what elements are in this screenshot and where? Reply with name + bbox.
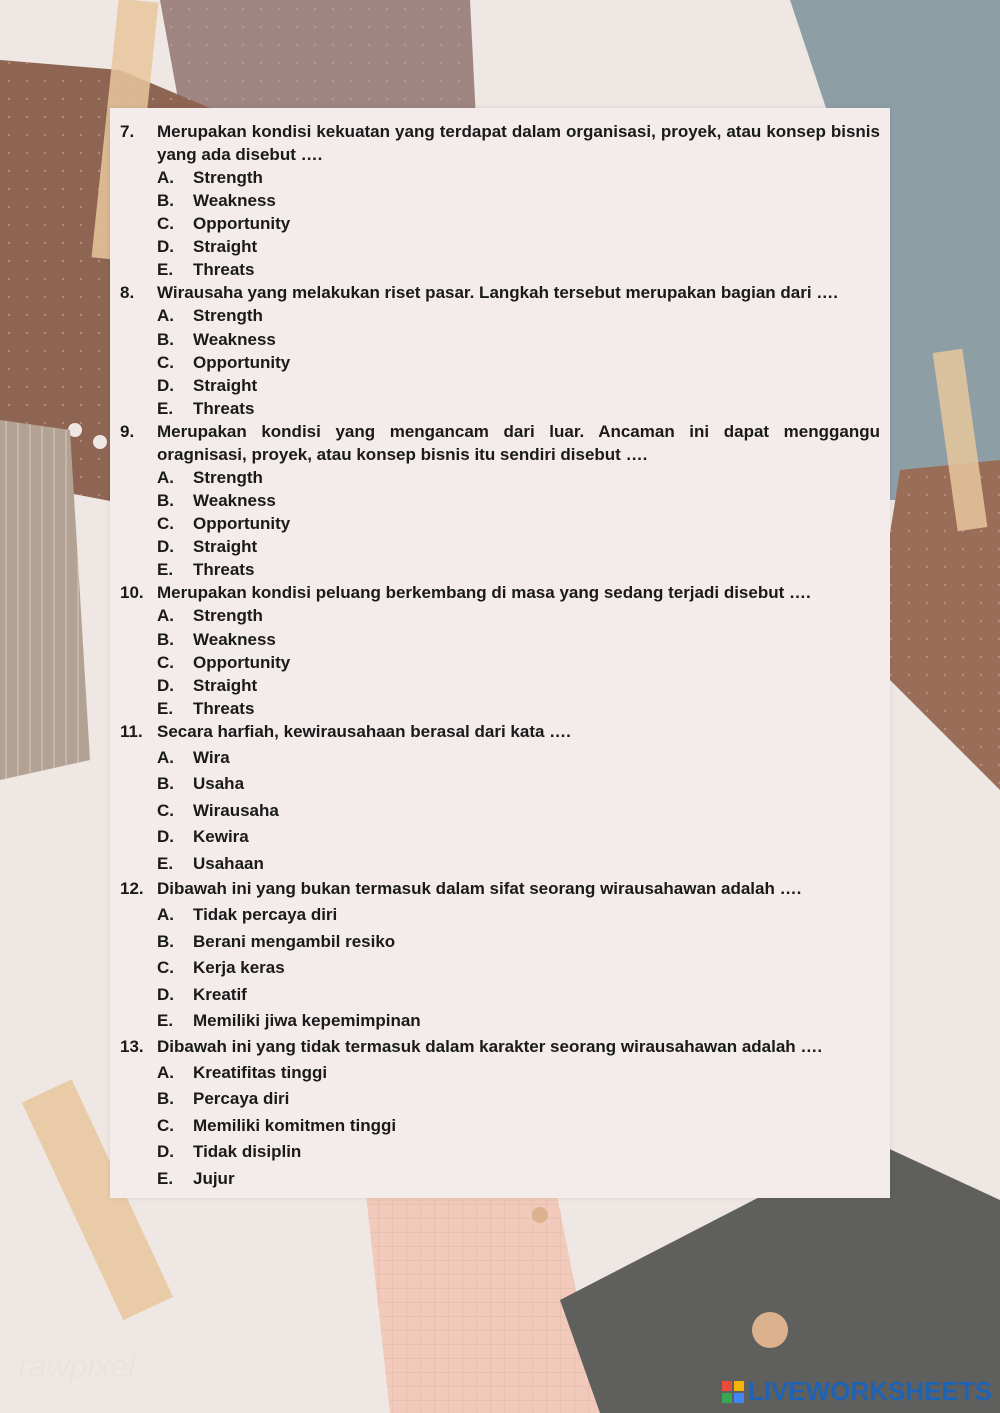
option-item[interactable] [157, 651, 880, 674]
question-number: 7. [120, 122, 135, 141]
option-text: Straight [193, 375, 258, 395]
option-text: Opportunity [193, 352, 291, 372]
option-letter: A. [157, 467, 174, 487]
option-item[interactable] [157, 955, 880, 982]
question-number: 8. [120, 283, 135, 303]
option-text: Kreatifitas tinggi [193, 1062, 328, 1082]
option-text: Weakness [193, 629, 276, 649]
option-text: Weakness [193, 491, 276, 511]
option-text: Usaha [193, 774, 245, 794]
option-item[interactable] [157, 824, 880, 851]
option-letter: B. [157, 491, 174, 511]
option-item[interactable] [157, 328, 880, 351]
question-text [120, 1035, 880, 1058]
option-item[interactable] [157, 1086, 880, 1113]
option-text: Strength [193, 606, 263, 626]
option-text: Jujur [193, 1168, 235, 1188]
option-item[interactable] [157, 258, 880, 281]
question-body: Merupakan kondisi yang mengancam dari luar. Ancaman ini dapat menggangu oragnisasi, proyek, atau konsep bisnis itu sendiri disebut …. [157, 421, 880, 464]
question-number: 11. [120, 721, 143, 741]
question-list [120, 120, 880, 1192]
option-letter: D. [157, 984, 174, 1004]
option-letter: D. [157, 237, 174, 257]
liveworksheets-watermark [722, 1376, 992, 1407]
option-text: Tidak disiplin [193, 1142, 302, 1162]
option-text: Usahaan [193, 853, 264, 873]
option-text: Strength [193, 306, 263, 326]
question-7 [120, 120, 880, 281]
question-13 [120, 1035, 880, 1193]
question-8 [120, 281, 880, 419]
option-list [120, 902, 880, 1035]
question-body: Merupakan kondisi kekuatan yang terdapat dalam organisasi, proyek, atau konsep bisnis yang ada disebut …. [157, 122, 880, 164]
option-letter: E. [157, 1168, 174, 1188]
option-letter: C. [157, 958, 174, 978]
option-letter: E. [157, 398, 174, 418]
option-letter: B. [157, 931, 174, 951]
option-letter: D. [157, 827, 174, 847]
option-item[interactable] [157, 745, 880, 772]
option-letter: B. [157, 191, 174, 211]
option-letter: C. [157, 800, 174, 820]
option-item[interactable] [157, 558, 880, 581]
option-text: Opportunity [193, 214, 291, 234]
option-item[interactable] [157, 982, 880, 1009]
option-letter: C. [157, 214, 174, 234]
option-letter: A. [157, 747, 174, 767]
option-letter: D. [157, 1142, 174, 1162]
option-text: Straight [193, 537, 258, 557]
question-text [120, 581, 880, 604]
option-list [120, 466, 880, 581]
option-text: Strength [193, 467, 263, 487]
option-list [120, 304, 880, 419]
option-letter: E. [157, 853, 174, 873]
option-item[interactable] [157, 351, 880, 374]
option-item[interactable] [157, 902, 880, 929]
option-item[interactable] [157, 535, 880, 558]
option-item[interactable] [157, 512, 880, 535]
option-item[interactable] [157, 189, 880, 212]
option-text: Kreatif [193, 984, 247, 1004]
option-item[interactable] [157, 1113, 880, 1140]
option-item[interactable] [157, 798, 880, 825]
question-body: Merupakan kondisi peluang berkembang di masa yang sedang terjadi disebut …. [157, 583, 811, 603]
option-text: Percaya diri [193, 1089, 290, 1109]
question-number: 12. [120, 879, 144, 899]
option-item[interactable] [157, 166, 880, 189]
option-text: Memiliki jiwa kepemimpinan [193, 1011, 421, 1031]
option-text: Opportunity [193, 652, 291, 672]
option-letter: A. [157, 306, 174, 326]
option-text: Tidak percaya diri [193, 905, 338, 925]
option-letter: D. [157, 537, 174, 557]
option-letter: A. [157, 1062, 174, 1082]
option-item[interactable] [157, 397, 880, 420]
option-item[interactable] [157, 374, 880, 397]
option-item[interactable] [157, 304, 880, 327]
option-text: Threats [193, 398, 255, 418]
option-letter: E. [157, 560, 174, 580]
option-item[interactable] [157, 212, 880, 235]
liveworksheets-text: LIVEWORKSHEETS [747, 1376, 992, 1406]
question-10 [120, 581, 880, 719]
option-item[interactable] [157, 466, 880, 489]
liveworksheets-logo-icon [722, 1381, 744, 1403]
option-letter: C. [157, 1115, 174, 1135]
option-text: Opportunity [193, 514, 291, 534]
option-text: Threats [193, 560, 255, 580]
question-body: Wirausaha yang melakukan riset pasar. Langkah tersebut merupakan bagian dari …. [157, 283, 839, 303]
option-letter: C. [157, 352, 174, 372]
question-text [120, 877, 880, 900]
option-item[interactable] [157, 235, 880, 258]
option-text: Threats [193, 260, 255, 280]
option-letter: E. [157, 260, 174, 280]
option-list [120, 166, 880, 281]
option-letter: B. [157, 1089, 174, 1109]
option-text: Kerja keras [193, 958, 285, 978]
option-letter: D. [157, 675, 174, 695]
option-text: Straight [193, 675, 258, 695]
option-letter: B. [157, 774, 174, 794]
question-11 [120, 720, 880, 878]
question-body: Dibawah ini yang bukan termasuk dalam sifat seorang wirausahawan adalah …. [157, 879, 802, 899]
option-letter: C. [157, 652, 174, 672]
option-text: Threats [193, 698, 255, 718]
question-number: 9. [120, 421, 135, 441]
question-number: 10. [120, 583, 144, 603]
option-letter: A. [157, 168, 174, 187]
option-item[interactable] [157, 1060, 880, 1087]
question-number: 13. [120, 1036, 144, 1056]
rawpixel-watermark: rawpixel [18, 1348, 136, 1384]
option-text: Berani mengambil resiko [193, 931, 396, 951]
option-letter: E. [157, 1011, 174, 1031]
option-text: Wirausaha [193, 800, 279, 820]
option-item[interactable] [157, 1166, 880, 1193]
option-letter: D. [157, 375, 174, 395]
option-text: Weakness [193, 191, 276, 211]
option-list [120, 1060, 880, 1193]
option-letter: E. [157, 698, 174, 718]
option-item[interactable] [157, 1008, 880, 1035]
option-text: Straight [193, 237, 258, 257]
option-item[interactable] [157, 929, 880, 956]
option-letter: C. [157, 514, 174, 534]
option-item[interactable] [157, 628, 880, 651]
question-12 [120, 877, 880, 1035]
question-text [120, 420, 880, 466]
option-list [120, 604, 880, 719]
option-item[interactable] [157, 674, 880, 697]
option-item[interactable] [157, 489, 880, 512]
option-item[interactable] [157, 697, 880, 720]
option-text: Strength [193, 168, 263, 187]
option-text: Memiliki komitmen tinggi [193, 1115, 397, 1135]
option-list [120, 745, 880, 878]
option-item[interactable] [157, 771, 880, 798]
question-9 [120, 420, 880, 581]
question-body: Dibawah ini yang tidak termasuk dalam karakter seorang wirausahawan adalah …. [157, 1036, 823, 1056]
option-text: Weakness [193, 329, 276, 349]
option-item[interactable] [157, 1139, 880, 1166]
option-text: Kewira [193, 827, 249, 847]
option-text: Wira [193, 747, 230, 767]
option-item[interactable] [157, 604, 880, 627]
option-letter: B. [157, 629, 174, 649]
question-text [120, 281, 880, 304]
question-body: Secara harfiah, kewirausahaan berasal dari kata …. [157, 721, 571, 741]
option-letter: A. [157, 905, 174, 925]
option-letter: A. [157, 606, 174, 626]
question-text [120, 120, 880, 166]
option-item[interactable] [157, 851, 880, 878]
question-text [120, 720, 880, 743]
option-letter: B. [157, 329, 174, 349]
